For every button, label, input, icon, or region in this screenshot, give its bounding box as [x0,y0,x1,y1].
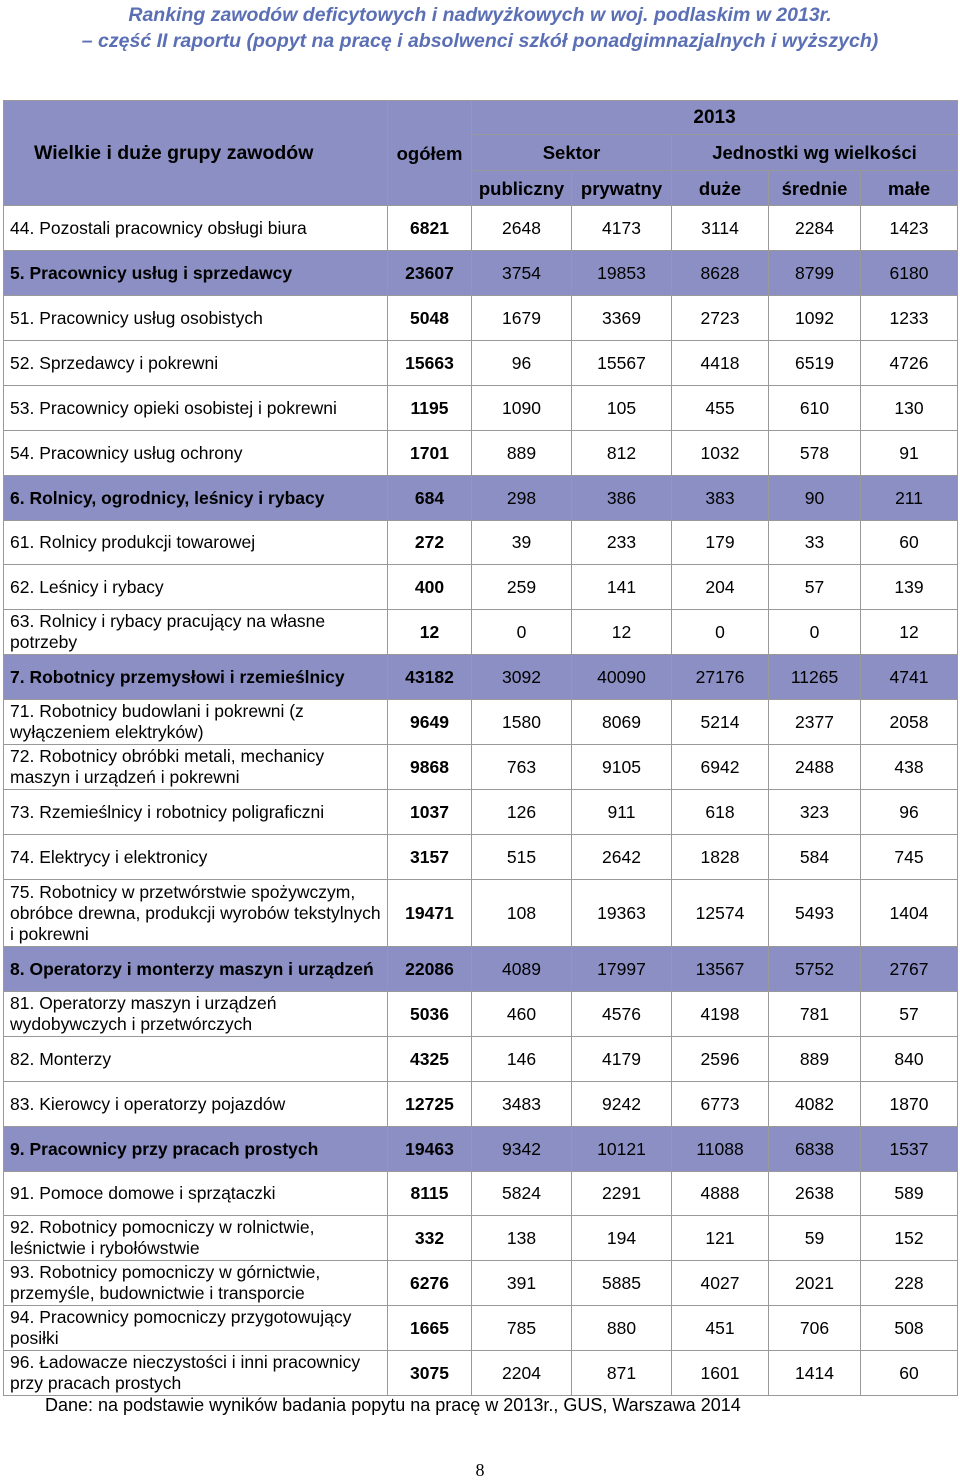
value-cell: 139 [861,565,958,610]
value-cell: 880 [572,1306,672,1351]
value-cell: 4418 [672,341,769,386]
value-cell: 96 [472,341,572,386]
value-cell: 1032 [672,431,769,476]
value-cell: 12574 [672,880,769,947]
value-cell: 59 [769,1216,861,1261]
group-row [4,251,958,296]
header-medium: średnie [769,171,861,206]
value-cell: 584 [769,835,861,880]
value-cell: 90 [769,476,861,521]
value-cell: 121 [672,1216,769,1261]
value-cell: 2377 [769,700,861,745]
value-cell: 3092 [472,655,572,700]
value-cell: 39 [472,521,572,565]
total-cell: 400 [388,565,472,610]
value-cell: 6180 [861,251,958,296]
value-cell: 3754 [472,251,572,296]
total-cell: 684 [388,476,472,521]
value-cell: 6942 [672,745,769,790]
value-cell: 6519 [769,341,861,386]
total-cell: 3075 [388,1351,472,1396]
value-cell: 27176 [672,655,769,700]
value-cell: 152 [861,1216,958,1261]
value-cell: 138 [472,1216,572,1261]
total-cell: 8115 [388,1172,472,1216]
value-cell: 386 [572,476,672,521]
value-cell: 508 [861,1306,958,1351]
value-cell: 618 [672,790,769,835]
total-cell: 3157 [388,835,472,880]
occupation-name: 71. Robotnicy budowlani i pokrewni (z wyłączeniem elektryków) [4,700,388,745]
total-cell: 43182 [388,655,472,700]
value-cell: 9242 [572,1082,672,1127]
occupation-name: 92. Robotnicy pomocniczy w rolnictwie, leśnictwie i rybołówstwie [4,1216,388,1261]
occupation-name: 74. Elektrycy i elektronicy [4,835,388,880]
total-cell: 19463 [388,1127,472,1172]
occupation-name: 53. Pracownicy opieki osobistej i pokrewni [4,386,388,431]
value-cell: 96 [861,790,958,835]
occupation-name: 44. Pozostali pracownicy obsługi biura [4,206,388,251]
total-cell: 5036 [388,992,472,1037]
value-cell: 10121 [572,1127,672,1172]
total-cell: 4325 [388,1037,472,1082]
value-cell: 889 [769,1037,861,1082]
value-cell: 57 [769,565,861,610]
table-row [4,1351,958,1396]
occupation-name: 54. Pracownicy usług ochrony [4,431,388,476]
occupation-name: 61. Rolnicy produkcji towarowej [4,521,388,565]
value-cell: 3369 [572,296,672,341]
table-row [4,880,958,947]
value-cell: 4082 [769,1082,861,1127]
total-cell: 1195 [388,386,472,431]
occupation-name: 93. Robotnicy pomocniczy w górnictwie, przemyśle, budownictwie i transporcie [4,1261,388,1306]
value-cell: 1423 [861,206,958,251]
value-cell: 889 [472,431,572,476]
total-cell: 1037 [388,790,472,835]
value-cell: 438 [861,745,958,790]
value-cell: 0 [672,610,769,655]
table-row [4,610,958,655]
value-cell: 763 [472,745,572,790]
table-row [4,296,958,341]
header-large: duże [672,171,769,206]
occupation-name: 6. Rolnicy, ogrodnicy, leśnicy i rybacy [4,476,388,521]
occupation-name: 62. Leśnicy i rybacy [4,565,388,610]
total-cell: 6276 [388,1261,472,1306]
value-cell: 460 [472,992,572,1037]
value-cell: 2284 [769,206,861,251]
occupation-name: 63. Rolnicy i rybacy pracujący na własne potrzeby [4,610,388,655]
group-row [4,476,958,521]
value-cell: 4576 [572,992,672,1037]
value-cell: 12 [572,610,672,655]
value-cell: 2488 [769,745,861,790]
occupation-name: 7. Robotnicy przemysłowi i rzemieślnicy [4,655,388,700]
header-unit-size: Jednostki wg wielkości [672,135,958,171]
value-cell: 130 [861,386,958,431]
total-cell: 9868 [388,745,472,790]
value-cell: 211 [861,476,958,521]
value-cell: 391 [472,1261,572,1306]
value-cell: 6773 [672,1082,769,1127]
value-cell: 4726 [861,341,958,386]
value-cell: 610 [769,386,861,431]
value-cell: 0 [769,610,861,655]
value-cell: 515 [472,835,572,880]
total-cell: 12725 [388,1082,472,1127]
occupation-name: 83. Kierowcy i operatorzy pojazdów [4,1082,388,1127]
value-cell: 3483 [472,1082,572,1127]
table-row [4,1082,958,1127]
total-cell: 23607 [388,251,472,296]
table-row [4,565,958,610]
header-occupation-groups: Wielkie i duże grupy zawodów [4,101,388,206]
value-cell: 2291 [572,1172,672,1216]
value-cell: 9105 [572,745,672,790]
header-sector: Sektor [472,135,672,171]
value-cell: 2642 [572,835,672,880]
table-row [4,1306,958,1351]
occupation-name: 73. Rzemieślnicy i robotnicy poligraficzni [4,790,388,835]
value-cell: 1414 [769,1351,861,1396]
table-row [4,341,958,386]
total-cell: 6821 [388,206,472,251]
group-row [4,655,958,700]
value-cell: 1092 [769,296,861,341]
table-row [4,1261,958,1306]
value-cell: 1233 [861,296,958,341]
value-cell: 840 [861,1037,958,1082]
value-cell: 323 [769,790,861,835]
header-public: publiczny [472,171,572,206]
table-row [4,700,958,745]
value-cell: 1828 [672,835,769,880]
occupation-name: 91. Pomoce domowe i sprzątaczki [4,1172,388,1216]
header-year: 2013 [472,101,958,135]
total-cell: 1701 [388,431,472,476]
value-cell: 4179 [572,1037,672,1082]
value-cell: 785 [472,1306,572,1351]
value-cell: 2767 [861,947,958,992]
total-cell: 1665 [388,1306,472,1351]
value-cell: 60 [861,1351,958,1396]
value-cell: 19853 [572,251,672,296]
total-cell: 5048 [388,296,472,341]
occupation-name: 51. Pracownicy usług osobistych [4,296,388,341]
total-cell: 15663 [388,341,472,386]
occupation-name: 81. Operatorzy maszyn i urządzeń wydobywczych i przetwórczych [4,992,388,1037]
group-row [4,947,958,992]
table-row [4,1216,958,1261]
total-cell: 9649 [388,700,472,745]
header-total: ogółem [388,101,472,206]
group-row [4,1127,958,1172]
occupation-name: 5. Pracownicy usług i sprzedawcy [4,251,388,296]
value-cell: 2204 [472,1351,572,1396]
data-source-note: Dane: na podstawie wyników badania popytu na pracę w 2013r., GUS, Warszawa 2014 [45,1395,741,1415]
value-cell: 17997 [572,947,672,992]
value-cell: 4173 [572,206,672,251]
occupation-name: 96. Ładowacze nieczystości i inni pracownicy przy pracach prostych [4,1351,388,1396]
value-cell: 871 [572,1351,672,1396]
value-cell: 91 [861,431,958,476]
value-cell: 4089 [472,947,572,992]
value-cell: 745 [861,835,958,880]
value-cell: 19363 [572,880,672,947]
value-cell: 5885 [572,1261,672,1306]
value-cell: 4027 [672,1261,769,1306]
value-cell: 1404 [861,880,958,947]
value-cell: 11265 [769,655,861,700]
occupation-name: 82. Monterzy [4,1037,388,1082]
occupation-name: 8. Operatorzy i monterzy maszyn i urządzeń [4,947,388,992]
table-row [4,835,958,880]
value-cell: 259 [472,565,572,610]
value-cell: 57 [861,992,958,1037]
value-cell: 146 [472,1037,572,1082]
value-cell: 706 [769,1306,861,1351]
table-row [4,431,958,476]
total-cell: 332 [388,1216,472,1261]
value-cell: 2058 [861,700,958,745]
value-cell: 204 [672,565,769,610]
value-cell: 5824 [472,1172,572,1216]
value-cell: 4741 [861,655,958,700]
value-cell: 105 [572,386,672,431]
value-cell: 298 [472,476,572,521]
value-cell: 781 [769,992,861,1037]
table-row [4,386,958,431]
occupation-name: 9. Pracownicy przy pracach prostych [4,1127,388,1172]
occupation-name: 72. Robotnicy obróbki metali, mechanicy maszyn i urządzeń i pokrewni [4,745,388,790]
value-cell: 5214 [672,700,769,745]
table-row [4,1172,958,1216]
header-private: prywatny [572,171,672,206]
occupation-table [3,100,958,1396]
value-cell: 8069 [572,700,672,745]
total-cell: 12 [388,610,472,655]
value-cell: 141 [572,565,672,610]
table-row [4,521,958,565]
value-cell: 9342 [472,1127,572,1172]
value-cell: 4198 [672,992,769,1037]
table-row [4,992,958,1037]
total-cell: 22086 [388,947,472,992]
header-small: małe [861,171,958,206]
table-row [4,1037,958,1082]
value-cell: 1679 [472,296,572,341]
occupation-name: 75. Robotnicy w przetwórstwie spożywczym, obróbce drewna, produkcji wyrobów tekstylnych i pokrewni [4,880,388,947]
value-cell: 40090 [572,655,672,700]
page-number: 8 [475,1460,485,1480]
value-cell: 589 [861,1172,958,1216]
value-cell: 179 [672,521,769,565]
value-cell: 911 [572,790,672,835]
value-cell: 5752 [769,947,861,992]
value-cell: 6838 [769,1127,861,1172]
value-cell: 15567 [572,341,672,386]
value-cell: 5493 [769,880,861,947]
value-cell: 13567 [672,947,769,992]
value-cell: 2638 [769,1172,861,1216]
value-cell: 60 [861,521,958,565]
value-cell: 4888 [672,1172,769,1216]
document-header [0,2,960,54]
value-cell: 8799 [769,251,861,296]
value-cell: 1870 [861,1082,958,1127]
value-cell: 1537 [861,1127,958,1172]
value-cell: 3114 [672,206,769,251]
value-cell: 1580 [472,700,572,745]
total-cell: 19471 [388,880,472,947]
value-cell: 0 [472,610,572,655]
value-cell: 1090 [472,386,572,431]
value-cell: 812 [572,431,672,476]
total-cell: 272 [388,521,472,565]
report-title: Ranking zawodów deficytowych i nadwyżkowych w woj. podlaskim w 2013r. [128,4,832,26]
table-row [4,206,958,251]
table-row [4,790,958,835]
value-cell: 1601 [672,1351,769,1396]
value-cell: 126 [472,790,572,835]
value-cell: 233 [572,521,672,565]
value-cell: 8628 [672,251,769,296]
occupation-name: 94. Pracownicy pomocniczy przygotowujący posiłki [4,1306,388,1351]
value-cell: 228 [861,1261,958,1306]
value-cell: 2596 [672,1037,769,1082]
value-cell: 383 [672,476,769,521]
value-cell: 578 [769,431,861,476]
value-cell: 455 [672,386,769,431]
value-cell: 2648 [472,206,572,251]
value-cell: 108 [472,880,572,947]
table-row [4,745,958,790]
occupation-name: 52. Sprzedawcy i pokrewni [4,341,388,386]
value-cell: 194 [572,1216,672,1261]
value-cell: 451 [672,1306,769,1351]
report-subtitle: – część II raportu (popyt na pracę i absolwenci szkół ponadgimnazjalnych i wyższych) [81,30,879,52]
value-cell: 2723 [672,296,769,341]
value-cell: 11088 [672,1127,769,1172]
value-cell: 2021 [769,1261,861,1306]
value-cell: 12 [861,610,958,655]
value-cell: 33 [769,521,861,565]
